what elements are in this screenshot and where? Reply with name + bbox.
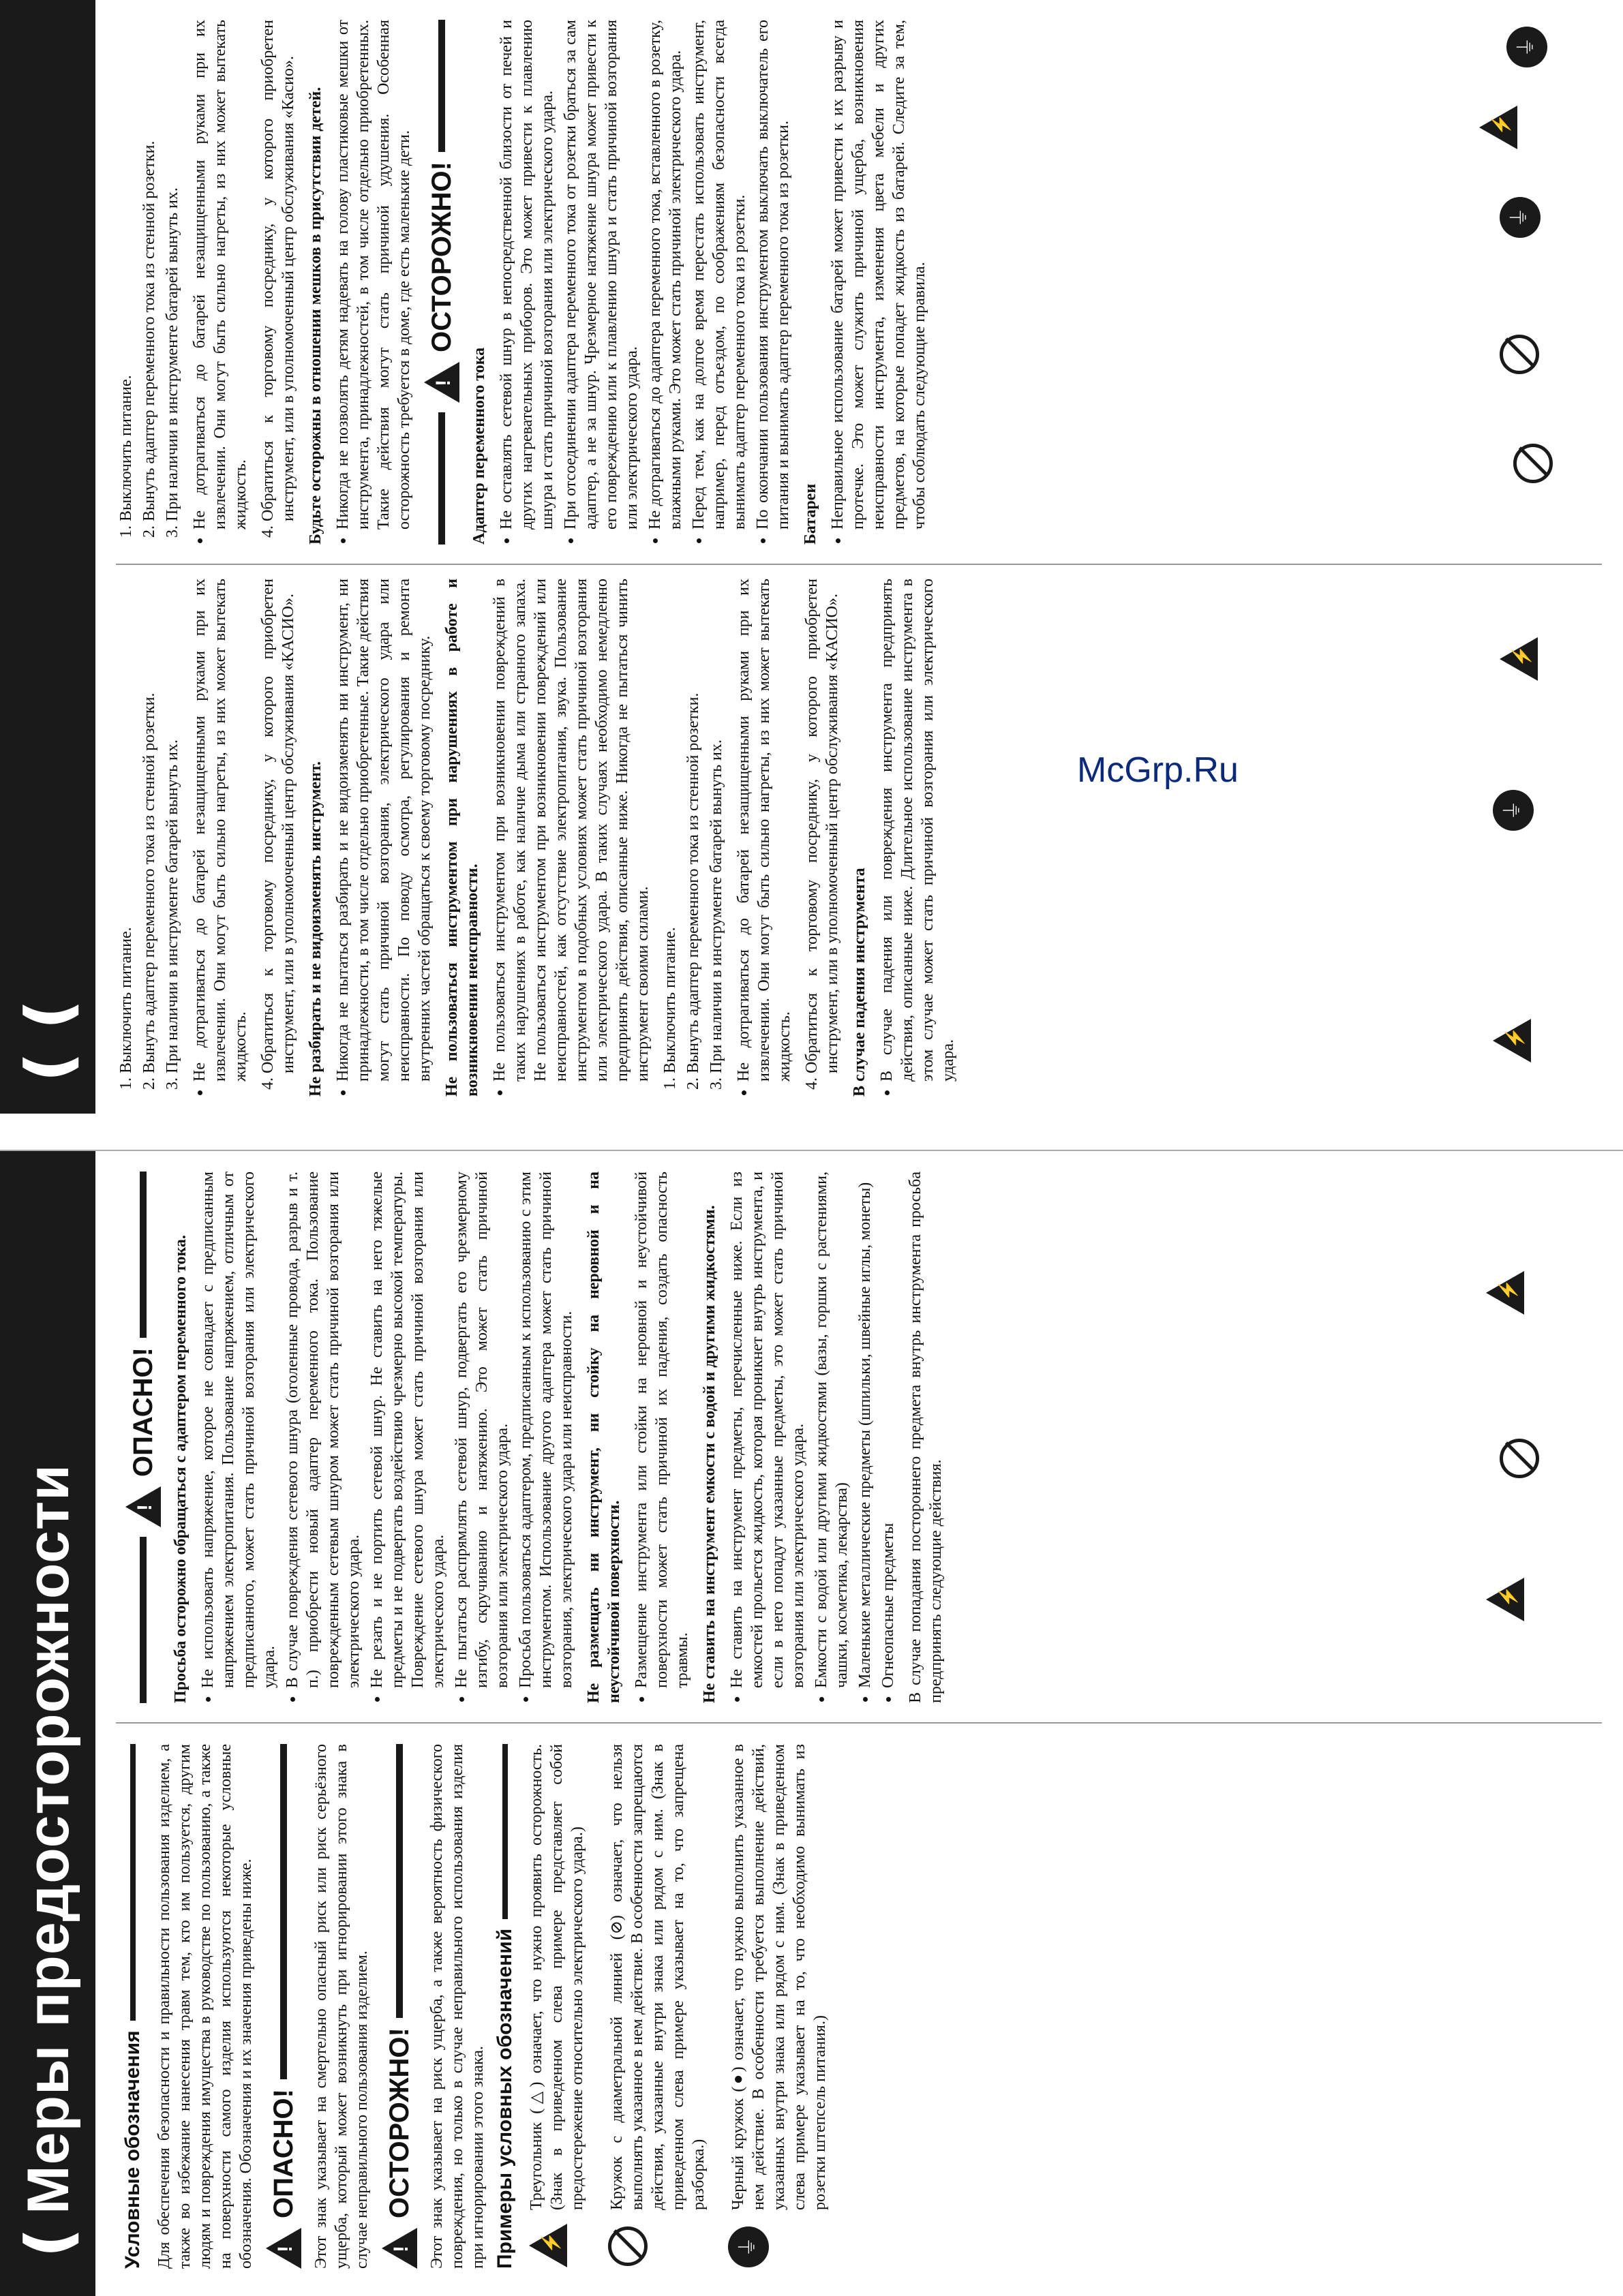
steps-b-bullets [189, 20, 251, 545]
drop-title: В случае падения инструмента [851, 868, 868, 1097]
steps-a-column [116, 579, 965, 1097]
conventions-title: Условные обозначения [121, 2030, 144, 2269]
no-liquids-icon [1500, 1439, 1539, 1478]
warning-triangle-icon [125, 1486, 161, 1527]
caution-heading [382, 1744, 417, 2269]
steps-a2-list [660, 579, 727, 1097]
list-item: • Не ставить на инструмент предметы, перечисленные ниже. Если из емкостей прольется жидкость, которая проникнет внутрь инструмента, и если в него попадут указанные предметы, это может стать причиной возгорания или электрического удара. [727, 1172, 808, 1688]
disassembly-list [333, 579, 435, 1097]
list-item: • Не оставлять сетевой шнур в непосредственной близости от печей и других нагревательных приборов. Это может привести к плавлению шнура и стать причиной возгорания или электрического удара. [496, 20, 558, 530]
heading-rule [130, 1744, 136, 2021]
water-list [727, 1172, 898, 1703]
list-item: • Не дотрагиваться до батарей незащищенными руками при их извлечении. Они могут быть сильно нагреты, из них может вытекать жидкость. [189, 579, 251, 1082]
electric-shock-icon [529, 2224, 567, 2267]
list-item: 1. Выключить питание. [116, 579, 136, 1073]
list-item: • Никогда не позволять детям надевать на голову пластиковые мешки от инструмента, принадлежностей, в том числе отдельно приобретенных. Такие действия могут стать причиной удушения. Особенная осторожность требуется в доме, где есть маленькие дети. [333, 20, 414, 530]
header-bar [0, 0, 95, 2296]
caution-text: Этот знак указывает на риск ущерба, а также вероятность физического повреждения, но только в случае неправильного использования изделия при игнорировании этого знака. [428, 1744, 487, 2269]
electric-shock-icon [1479, 106, 1517, 149]
list-item: 4. Обратиться к торговому посреднику, у которого приобретен инструмент, или в уполномоченный центр обслуживания «Касио». [258, 20, 299, 521]
steps-a2-bullets [733, 579, 795, 1097]
list-item: • Просьба пользоваться адаптером, предписанным к использованию с этим инструментом. Использование другого адаптера может стать причиной возгорания, электрического удара или неисправности. [515, 1172, 577, 1688]
list-item: 3. При наличии в инструменте батарей вынуть их. [706, 579, 727, 1073]
steps-b-list-4 [258, 20, 299, 545]
list-item: 2. Вынуть адаптер переменного тока из стенной розетки. [139, 579, 160, 1073]
list-item: • В случае падения или повреждения инструмента предпринять действия, описанные ниже. Длительное использование инструмента в этом случае может стать причиной возгорания или электрического удара. [877, 579, 958, 1082]
list-item: 1. Выключить питание. [116, 20, 136, 521]
page-fold [0, 1150, 1623, 1151]
list-item: • Маленькие металлические предметы (шпильки, швейные иглы, монеты) [855, 1172, 875, 1688]
examples-title: Примеры условных обозначений [494, 1928, 516, 2269]
list-item: • По окончании пользования инструментом выключать выключатель его питания и вынимать адаптер переменного тока из розетки. [753, 20, 793, 530]
example-crossed-text: Кружок с диаметральной линией (⊘) означает, что нельзя выполнять указанное в нем действие. В особенности запрещаются действия, указанные внутри знака или рядом с ним. (Знак в приведенном слева примере указывает на то, что запрещена разборка.) [608, 1744, 708, 2210]
drop-list [877, 579, 958, 1097]
list-item: • Не дотрагиваться до адаптера переменного тока, вставленного в розетку, влажными руками. Это может стать причиной электрического удара. [645, 20, 686, 530]
electric-shock-icon [1500, 637, 1538, 681]
no-wet-hands-icon [1500, 335, 1539, 374]
list-item: • Неправильное использование батарей может привести к их разрыву и протечке. Это может служить причиной ущерба, возникновения неисправности инструмента, изменения цвета мебели и других предметов, на которые попадет жидкость из батарей. Следите за тем, чтобы соблюдать следующие правила. [828, 20, 930, 530]
stand-list [631, 1172, 693, 1703]
list-item: • Не пользоваться инструментом при возникновении повреждений в таких нарушениях в работе, как наличие дыма или странного запаха. Не пользоваться инструментом при возникновении повреждений или неисправностей, как отсутствие электропитания, звука. Пользование инструментом в подобных условиях может стать причиной возгорания или электрического удара. В таких случаях необходимо немедленно предпринять действия, описанные ниже. Никогда не пытаться чинить инструмент своими силами. [489, 579, 653, 1082]
heading-rule [280, 1744, 287, 2079]
list-item: • Размещение инструмента или стойки на неровной и неустойчивой поверхности может стать причиной их падения, создать опасность травмы. [631, 1172, 693, 1688]
steps-a2-list-4 [802, 579, 843, 1097]
list-item: • Огнеопасные предметы [878, 1172, 898, 1688]
list-item: 3. При наличии в инструменте батарей вынуть их. [162, 20, 183, 521]
adapter-caution-title: Адаптер переменного тока [470, 347, 488, 545]
list-item: • Не использовать напряжение, которое не совпадает с предписанным напряжением электропитания. Пользование напряжением, отличным от предписанного, может стать причиной возгорания или электрического удара. [198, 1172, 279, 1688]
danger-label: ОПАСНО! [269, 2089, 299, 2218]
no-disassembly-icon [1513, 444, 1553, 483]
unplug-icon: ⏚ [1493, 790, 1534, 831]
bags-title: Будьте осторожны в отношении мешков в присутствии детей. [307, 87, 324, 545]
water-title: Не ставить на инструмент емкости с водой и другими жидкостями. [701, 1205, 718, 1703]
fault-title: Не пользоваться инструментом при нарушениях в работе и возникновении неисправности. [443, 579, 481, 1097]
unplug-icon: ⏚ [1506, 27, 1547, 67]
warning-triangle-icon [382, 2228, 417, 2269]
adapter-intro: Просьба осторожно обращаться с адаптером переменного тока. [172, 1235, 189, 1703]
list-item: 2. Вынуть адаптер переменного тока из стенной розетки. [683, 579, 703, 1073]
list-item: • В случае повреждения сетевого шнура (оголенные провода, разрыв и т. п.) приобрести новый адаптер переменного тока. Пользование поврежденным сетевым шнуром может стать причиной возгорания или электрического удара. [282, 1172, 364, 1688]
example-row-triangle [526, 1744, 594, 2269]
caution-section-label: ОСТОРОЖНО! [427, 162, 457, 352]
battery-list [828, 20, 930, 545]
caution-section-heading [424, 20, 459, 545]
list-item: 2. Вынуть адаптер переменного тока из стенной розетки. [139, 20, 160, 521]
column-divider [116, 564, 1602, 565]
example-row-crossed [607, 1744, 716, 2269]
caution-label: ОСТОРОЖНО! [384, 2027, 414, 2218]
conventions-intro: Для обеспечения безопасности и правильности пользования изделием, а также во избежание нанесения травм тем, кто им пользуется, другим людям и повреждения имущества в руководстве по пользованию, а также на поверхности самого изделия используются некоторые условные обозначения. Обозначения и их значения приведены ниже. [155, 1744, 255, 2269]
conventions-column [116, 1744, 849, 2269]
heading-rule [502, 1744, 508, 1919]
danger-text: Этот знак указывает на смертельно опасный риск или риск серьёзного ущерба, который может возникнуть при игнорировании этого знака в случае неправильного пользования изделием. [312, 1744, 371, 2269]
list-item: • Перед тем, как на долгое время перестать использовать инструмент, например, перед отъездом, по соображениям безопасности всегда вынимать адаптер переменного тока из розетки. [688, 20, 750, 530]
steps-a-bullets [189, 579, 251, 1097]
disassembly-title: Не разбирать и не видоизменять инструмент. [307, 761, 324, 1097]
heading-rule [140, 1172, 147, 1338]
list-item: • Не резать и не портить сетевой шнур. Не ставить на него тяжелые предметы и не подвергать воздействию чрезмерно высокой температуры. Повреждение сетевого шнура может стать причиной возгорания или электрического удара. [367, 1172, 449, 1688]
electric-shock-icon [1486, 1271, 1524, 1315]
heading-rule [140, 1537, 147, 1703]
examples-heading [495, 1744, 515, 2269]
battery-title: Батареи [802, 483, 819, 545]
list-item: • Емкости с водой или другими жидкостями (вазы, горшки с растениями, чашки, косметика, лекарства) [811, 1172, 852, 1688]
adapter-danger-list [198, 1172, 577, 1703]
list-item: • Не дотрагиваться до батарей незащищенными руками при их извлечении. Они могут быть сильно нагреты, из них может вытекать жидкость. [189, 20, 251, 530]
no-disassembly-icon [608, 2226, 648, 2266]
heading-rule [438, 20, 445, 152]
fault-list [489, 579, 653, 1097]
steps-a-list [116, 579, 183, 1097]
stand-title: Не размещать ни инструмент, ни стойку на неровной и на неустойчивой поверхности. [585, 1172, 623, 1703]
list-item: 4. Обратиться к торговому посреднику, у которого приобретен инструмент, или в уполномоченный центр обслуживания «КАСИО». [258, 579, 299, 1073]
adapter-caution-list [496, 20, 793, 545]
adapter-danger-column [116, 1172, 953, 1703]
steps-a-list-4 [258, 579, 299, 1097]
steps-b-list [116, 20, 183, 545]
danger-heading [266, 1744, 301, 2269]
unplug-icon: ⏚ [728, 2226, 769, 2267]
list-item: • При отсоединении адаптера переменного тока от розетки браться за сам адаптер, а не за шнур. Чрезмерное натяжение шнура может привести к его повреждению или к плавлению шнура и стать причиной возгорания или электрического удара. [560, 20, 642, 530]
foreign-object-text: В случае попадания постороннего предмета внутрь инструмента просьба предпринять следующие действия. [907, 1172, 945, 1703]
list-item: 4. Обратиться к торговому посреднику, у которого приобретен инструмент, или в уполномоченный центр обслуживания «КАСИО». [802, 579, 843, 1073]
header-bracket-icon: ❪❪ [14, 988, 84, 1093]
caution-column [116, 20, 937, 545]
unplug-icon: ⏚ [1500, 197, 1541, 238]
bags-list [333, 20, 414, 545]
warning-triangle-icon [266, 2228, 301, 2269]
electric-shock-icon [1493, 1019, 1531, 1062]
example-triangle-text: Треугольник (△) означает, что нужно проявить осторожность. (Знак в приведенном слева примере представляет собой предостережение относительно электрического удара.) [528, 1744, 586, 2210]
example-black-text: Черный кружок (●) означает, что нужно выполнить указанное в нем действие. В особенности требуется выполнение действий, указанных внутри знака или рядом с ним. (Знак в приведенном слева примере указывает на то, что необходимо вынимать из розетки штепсель питания.) [729, 1744, 829, 2210]
example-row-black [728, 1744, 837, 2269]
column-divider [116, 1722, 1602, 1724]
list-item: • Не дотрагиваться до батарей незащищенными руками при их извлечении. Они могут быть сильно нагреты, из них может вытекать жидкость. [733, 579, 795, 1082]
warning-triangle-icon [424, 362, 459, 403]
list-item: 3. При наличии в инструменте батарей вынуть их. [162, 579, 183, 1073]
heading-rule [438, 412, 445, 545]
list-item: • Никогда не пытаться разбирать и не видоизменять ни инструмент, ни принадлежности, в том числе отдельно приобретенные. Такие действия могут стать причиной возгорания, электрического удара или неисправности. По поводу осмотра, регулирования и ремонта внутренних частей обращаться к своему торговому посреднику. [333, 579, 435, 1082]
header-left [0, 1151, 95, 2296]
header-right [0, 0, 95, 1114]
conventions-heading [123, 1744, 143, 2269]
list-item: • Не пытаться распрямлять сетевой шнур, подвергать его чрезмерному изгибу, скручиванию и натяжению. Это может стать причиной возгорания или электрического удара. [451, 1172, 513, 1688]
watermark: McGrp.Ru [1077, 750, 1239, 790]
heading-rule [396, 1744, 403, 2018]
list-item: 1. Выключить питание. [660, 579, 680, 1073]
adapter-danger-label: ОПАСНО! [128, 1347, 158, 1477]
adapter-danger-heading [125, 1172, 161, 1703]
header-bracket-icon: ❪ [14, 2216, 84, 2269]
page-title: Меры предосторожности [16, 1463, 81, 2214]
electric-shock-icon [1486, 1578, 1524, 1621]
